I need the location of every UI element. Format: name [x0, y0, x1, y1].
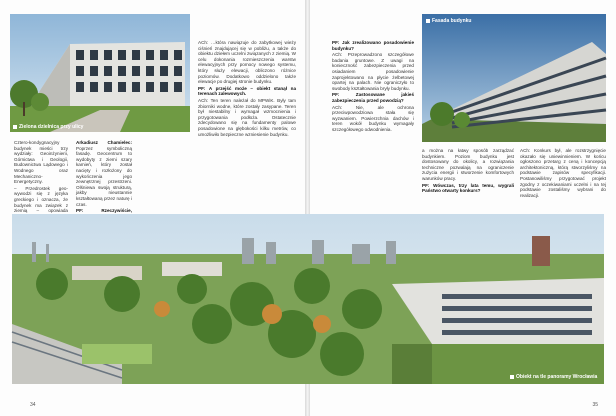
- caption-square-icon: [426, 19, 430, 23]
- intro-paragraph: Cztero-kondygnacyjny budynek mieści trzy wydziały: Geoinżynierii, Górnictwa i Geologii, Budownictwa Lądowego i Wodnego oraz Mechaniczno-Energetyczny.: [14, 140, 68, 185]
- caption-square-icon: [13, 125, 17, 129]
- answer-4: ACh: Przeprowadzono szczegółowe badania gruntowe. Z uwagi na konieczność zabezpieczenia przed osiadaniem posadowienie zaprojektowano na płycie żelbetowej opartej na palach. Nie ograniczyło to swobody kształtowania bryły budynku.: [332, 52, 414, 91]
- right-page-number: 35: [592, 402, 598, 408]
- answer-5: ACh: Nie, ale ochrona przeciwpowodziowa stała się wyzwaniem. Powierzchnia dachów i teren wokół budynku wymagały szczegółowego odwodnienia.: [332, 104, 414, 132]
- paragraph-continued: a można na łatwy sposób zarządzać budynkiem. Poziom budynku jest dostosowany do okolicy, a rozwiązania techniczne pozwalają na ograniczenie zużycia energii i stworzenie komfortowych warunków pracy.: [422, 148, 514, 181]
- question-4: PF: Jak zrealizowano posadowienie budynku?: [332, 40, 414, 51]
- intro-paragraph-2: – Przedrostek geo- wywodzi się z języka greckiego i oznacza, że budynek ma związek z ziemią – opowiada: [14, 185, 68, 214]
- answer-1-speaker: Arkadiusz Chamielec:: [76, 140, 132, 145]
- right-column-2: [422, 148, 514, 208]
- answer-3: ACh: Ten teren należał do MPWiK. Były tam zbiorniki wodne, które zostały zasypane. Teren był niestabilny i wymagał wzmocnienia i przygotowania podłoża. Ostatecznie zdecydowano się na fundamenty palowe posadowione na głębokości kilku metrów, co umożliwiło bezpieczne wzniesienie budynku.: [198, 97, 296, 137]
- left-column-3: [198, 40, 296, 208]
- left-column-2: [76, 140, 132, 214]
- right-photo-caption-text: Fasada budynku: [432, 18, 472, 24]
- left-photo-caption-text: Zielona dzielnica przy ulicy: [19, 124, 84, 130]
- city-panorama-photo: [12, 214, 604, 384]
- left-building-photo: [10, 14, 190, 132]
- answer-2: ACh: …która nawiązuje do zabytkowej wieży ciśnień znajdującej się w pobliżu, a także do obiektu dziełem uczelni związanych z ziemią. W celu dokonania rozmieszczenia warstw elewacyjnych przy pomocy nowego systemu, który służy elewacji, obliczono różnice poziomów. Dodatkowo oddzielono także elewacje po drugiej stronie budynku.: [198, 40, 296, 85]
- question-3: PF: A przejść może – obiekt stanął na terenach zalewowych.: [198, 85, 296, 97]
- answer-6: ACh: Konkurs był, ale rozstrzygnięcie okazało się uniewinnieniem. W końcu ogłoszono przetarg z ceną i koncepcją architektoniczną, którą stworzyliśmy na podstawie zapisów specyfikacji. Postanowiliśmy przygotować projekt zgodny z oczekiwaniami uczelni i na tej podstawie zostaliśmy wybrani do realizacji.: [520, 148, 606, 198]
- panorama-caption-text: Obiekt na tle panoramy Wrocławia: [516, 374, 598, 380]
- right-building-photo: [422, 14, 606, 142]
- left-photo-caption: [13, 124, 83, 130]
- left-page-number: 34: [30, 402, 36, 408]
- question-6: PF: Wówczas, trzy lata temu, wygrali Państwo otwarty konkurs?: [422, 182, 514, 194]
- caption-square-icon: [510, 375, 514, 379]
- answer-1: Poprzez symboliczną fasadę. Geocentrum to wydobyty z ziemi szary kamień, który został nacięty i rozłożony do wykończenia jego zewnętrznej przestrzeni. Olśniewa swoją strukturą, jakby nieustannie kształtowaną przez naturę i czas.: [76, 145, 132, 207]
- question-5: PF: Zastosowane jakieś zabezpieczenia przed powodzią?: [332, 92, 414, 103]
- left-column-1: [14, 140, 68, 214]
- question-2: PF: Rzeczywiście,: [76, 208, 132, 214]
- right-photo-caption: [426, 18, 471, 24]
- right-column-3: [520, 148, 606, 208]
- panorama-caption: [510, 374, 597, 380]
- right-column-1: [332, 40, 414, 208]
